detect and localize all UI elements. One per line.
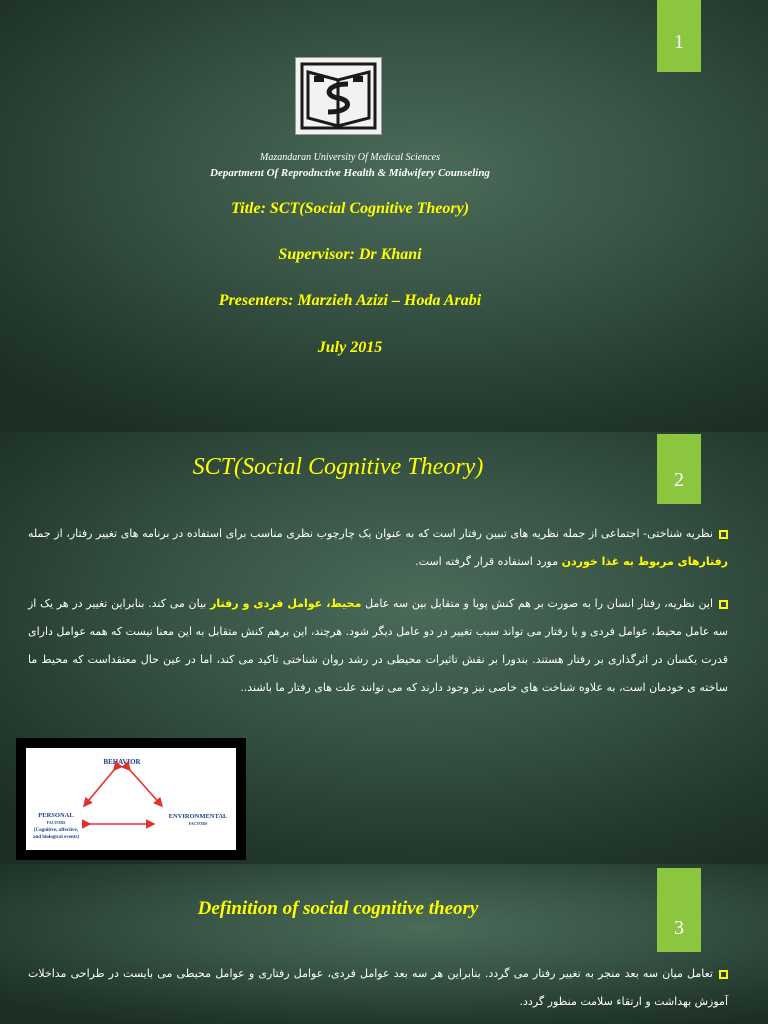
environmental-label: ENVIRONMENTAL xyxy=(168,813,228,820)
slide-1 xyxy=(0,0,768,432)
highlight-text: محیط، عوامل فردی و رفتار xyxy=(210,597,362,610)
university-name: Mazandaran University Of Medical Sciences xyxy=(260,152,440,163)
date-line: July 2015 xyxy=(317,339,383,356)
department-name: Department Of Reprodnctive Health & Midwifery Counseling xyxy=(210,167,490,179)
checkbox-bullet-icon xyxy=(719,530,728,539)
presentation-title: Title: SCT(Social Cognitive Theory) xyxy=(230,200,470,217)
presenters-line: Presenters: Marzieh Azizi – Hoda Arabi xyxy=(218,292,482,309)
checkbox-bullet-icon xyxy=(719,600,728,609)
bullet-paragraph-1: تعامل میان سه بعد منجر به تغییر رفتار می گردد. بنابراین هر سه بعد عوامل فردی، عوامل رفتاری و عوامل محیطی می بایست در طراحی مداخلات آموزش بهداشت و ارتقاء سلامت منظور گردد. xyxy=(28,967,728,1008)
slide-heading: SCT(Social Cognitive Theory) xyxy=(192,454,484,480)
personal-factors-label: FACTORS xyxy=(46,820,66,825)
slide-3 xyxy=(0,864,768,1024)
slide-number-badge: 1 xyxy=(657,0,701,72)
slide-heading: Definition of social cognitive theory xyxy=(197,898,479,919)
personal-sub-label: and biological events) xyxy=(32,835,80,840)
slide-number-badge: 3 xyxy=(657,868,701,952)
sct-triangle-diagram xyxy=(16,738,246,860)
environmental-factors-label: FACTORS xyxy=(188,821,208,826)
bullet-paragraph-1: نظریه شناختی- اجتماعی از جمله نظریه های تبیین رفتار است که به عنوان یک چارچوب نظری مناسب برای استفاده در برنامه های تغییر رفتار، از جمله رفتارهای مربوط به غذا خوردن مورد استفاده قرار گرفته است. xyxy=(28,527,728,568)
checkbox-bullet-icon xyxy=(719,970,728,979)
personal-sub-label: (Cognitive, affective, xyxy=(33,828,79,833)
slide-number-badge: 2 xyxy=(657,434,701,504)
bullet-paragraph-2: این نظریه، رفتار انسان را به صورت بر هم کنش پویا و متقابل بین سه عامل محیط، عوامل فردی و رفتار بیان می کند. بنابراین تغییر در هر یک از سه عامل محیط، عوامل فردی و یا رفتار می تواند سبب تغییر در دو عامل دیگر شود. هرچند، این برهم کنش متقابل به این معنا نیست که همه عوامل دارای قدرت یکسان در اثرگذاری بر رفتار هستند. بندورا بر نقش تاثیرات محیطی در رشد روان شناختی تاکید می کند، اما در عین حال معتقداست که محیط ما ساخته ی خودمان است، به علاوه شناخت های خاصی نیز وجود دارند که می توانند علت های رفتار ما باشند.. xyxy=(28,597,728,694)
slide-2 xyxy=(0,432,768,864)
university-logo xyxy=(295,57,382,135)
supervisor-line: Supervisor: Dr Khani xyxy=(278,246,422,263)
behavior-label: BEHAVIOR xyxy=(103,758,141,766)
highlight-text: رفتارهای مربوط به غذا خوردن xyxy=(561,555,728,568)
personal-label: PERSONAL xyxy=(38,812,74,819)
